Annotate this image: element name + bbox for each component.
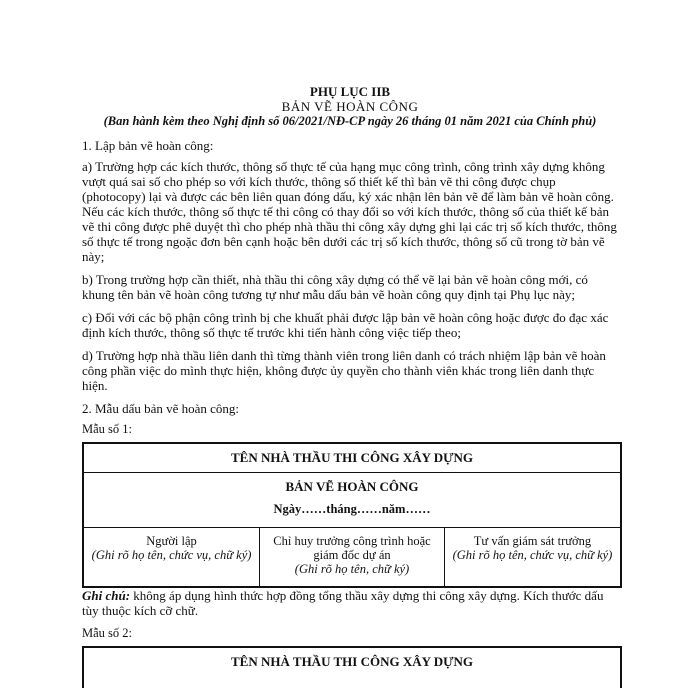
sample1-label: Mẫu số 1: bbox=[82, 422, 132, 436]
paragraph-c: c) Đối với các bộ phận công trình bị che khuất phải được lập bản vẽ hoàn công hoặc được đo đạc xác định kích thước, thông số thực tế trước khi tiến hành công việc tiếp theo; bbox=[82, 310, 609, 340]
stamp-title: BẢN VẼ HOÀN CÔNG bbox=[285, 479, 419, 494]
preparer-note: (Ghi rõ họ tên, chức vụ, chữ ký) bbox=[91, 548, 252, 562]
stamp-signature-row bbox=[84, 528, 620, 586]
site-commander-note: (Ghi rõ họ tên, chữ ký) bbox=[294, 562, 410, 576]
stamp-date-line: Ngày……tháng……năm…… bbox=[273, 502, 431, 516]
stamp2-contractor-name: TÊN NHÀ THẦU THI CÔNG XÂY DỰNG bbox=[231, 654, 473, 669]
note-text: không áp dụng hình thức hợp đồng tổng thầu xây dựng thi công xây dựng. Kích thước dấu tùy thuộc kích cỡ chữ. bbox=[82, 588, 604, 618]
supervisor-note: (Ghi rõ họ tên, chức vụ, chữ ký) bbox=[452, 548, 613, 562]
paragraph-a: a) Trường hợp các kích thước, thông số thực tế của hạng mục công trình, công trình xây dựng không vượt quá sai số cho phép so với kích thước, thông số thiết kế thì bản vẽ thi công được chụp (photocopy) lại và được các bên liên quan đóng dấu, ký xác nhận lên bản vẽ để làm bản vẽ hoàn công. Nếu các kích thước, thông số thực tế thi công có thay đổi so với kích thước, thông số của thiết kế bản vẽ thi công được phê duyệt thì cho phép nhà thầu thi công xây dựng ghi lại các trị số kích thước, thông số thực tế trong ngoặc đơn bên cạnh hoặc bên dưới các trị số kích thước, thông số cũ trong tờ bản vẽ này; bbox=[82, 159, 617, 264]
note-label: Ghi chú: bbox=[82, 588, 131, 603]
paragraph-b: b) Trong trường hợp cần thiết, nhà thầu thi công xây dựng có thể vẽ lại bản vẽ hoàn công mới, có khung tên bản vẽ hoàn công tương tự như mẫu dấu bản vẽ hoàn công quy định tại Phụ lục này; bbox=[82, 272, 588, 302]
stamp-contractor-name: TÊN NHÀ THẦU THI CÔNG XÂY DỰNG bbox=[84, 444, 620, 473]
stamp-sample-2 bbox=[82, 646, 622, 688]
supervisor-title: Tư vấn giám sát trưởng bbox=[473, 534, 592, 548]
stamp-sample-1 bbox=[82, 442, 622, 588]
signature-cell-supervisor bbox=[445, 528, 620, 586]
paragraph-d: d) Trường hợp nhà thầu liên danh thì từng thành viên trong liên danh có trách nhiệm lập bản vẽ hoàn công phần việc do mình thực hiện, không được ủy quyền cho thành viên khác trong liên danh thực hiện. bbox=[82, 348, 606, 393]
stamp-note bbox=[82, 588, 622, 618]
document-title: BẢN VẼ HOÀN CÔNG bbox=[281, 99, 419, 114]
section2-heading: 2. Mẫu dấu bản vẽ hoàn công: bbox=[82, 401, 240, 416]
sample2-label: Mẫu số 2: bbox=[82, 626, 132, 640]
signature-cell-preparer bbox=[84, 528, 260, 586]
document-body bbox=[82, 138, 622, 688]
preparer-title: Người lập bbox=[146, 534, 197, 548]
stamp-title-block bbox=[84, 473, 620, 528]
appendix-title: PHỤ LỤC IIB bbox=[309, 84, 391, 99]
section1-heading: 1. Lập bản vẽ hoàn công: bbox=[82, 138, 214, 153]
site-commander-title: Chỉ huy trưởng công trình hoặc giám đốc dự án bbox=[273, 534, 431, 562]
signature-cell-site-commander bbox=[260, 528, 445, 586]
document-subtitle: (Ban hành kèm theo Nghị định số 06/2021/NĐ-CP ngày 26 tháng 01 năm 2021 của Chính phủ) bbox=[103, 114, 597, 128]
